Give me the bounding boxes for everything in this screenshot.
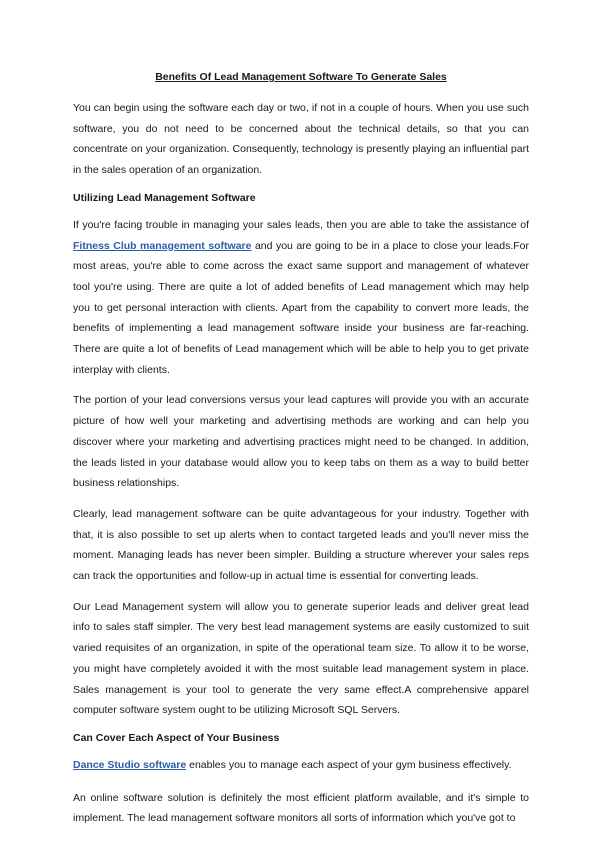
dance-studio-link[interactable]: Dance Studio software xyxy=(73,758,187,771)
section-heading-utilizing: Utilizing Lead Management Software xyxy=(73,191,256,204)
paragraph-online-solution: An online software solution is definitely the most efficient platform available, and it's simple to implement. The lead management software monitors all sorts of information which you've got to xyxy=(73,791,529,825)
paragraph-dance-studio xyxy=(73,755,529,776)
fitness-club-link[interactable]: Fitness Club management software xyxy=(73,239,252,252)
paragraph-lead-conversions: The portion of your lead conversions versus your lead captures will provide you with an accurate picture of how well your marketing and advertising methods are working and can help you discover where your marketing and advertising practices might need to be changed. In addition, the leads listed in your database would allow you to keep tabs on them as a way to build better business relationships. xyxy=(73,394,529,490)
document-title: Benefits Of Lead Management Software To Generate Sales xyxy=(155,71,447,83)
document-page xyxy=(73,70,529,839)
paragraph-text: If you're facing trouble in managing your sales leads, then you are able to take the assistance of xyxy=(73,218,529,231)
paragraph-advantageous: Clearly, lead management software can be quite advantageous for your industry. Together with that, it is also possible to set up alerts when to contact targeted leads and you'll never miss the moment. Managing leads has never been simpler. Building a structure wherever your sales reps can track the opportunities and follow-up in actual time is essential for converting leads. xyxy=(73,507,529,583)
paragraph-lead-system: Our Lead Management system will allow you to generate superior leads and deliver great lead info to sales staff simpler. The very best lead management systems are easily customized to suit varied requisites of an organization, in spite of the operational team size. To allow it to be worse, you might have completely avoided it with the most suitable lead management system in place. Sales management is your tool to generate the very same effect.A comprehensive apparel computer software system ought to be utilizing Microsoft SQL Servers. xyxy=(73,600,529,717)
paragraph-fitness-club xyxy=(73,215,529,381)
section-heading-cover-aspect: Can Cover Each Aspect of Your Business xyxy=(73,731,280,744)
paragraph-text: enables you to manage each aspect of your gym business effectively. xyxy=(186,758,512,771)
paragraph-text: and you are going to be in a place to close your leads.For most areas, you're able to come across the exact same support and management of whatever tool you're using. There are quite a lot of added benefits of Lead management which may help you to get personal interaction with clients. Apart from the capability to convert more leads, the benefits of implementing a lead management software inside your business are far-reaching. There are quite a lot of benefits of Lead management which will be able to help you to get private interplay with clients. xyxy=(73,239,529,376)
paragraph-intro: You can begin using the software each day or two, if not in a couple of hours. When you use such software, you do not need to be concerned about the technical details, so that you can concentrate on your organization. Consequently, technology is presently playing an influential part in the sales operation of an organization. xyxy=(73,102,529,177)
